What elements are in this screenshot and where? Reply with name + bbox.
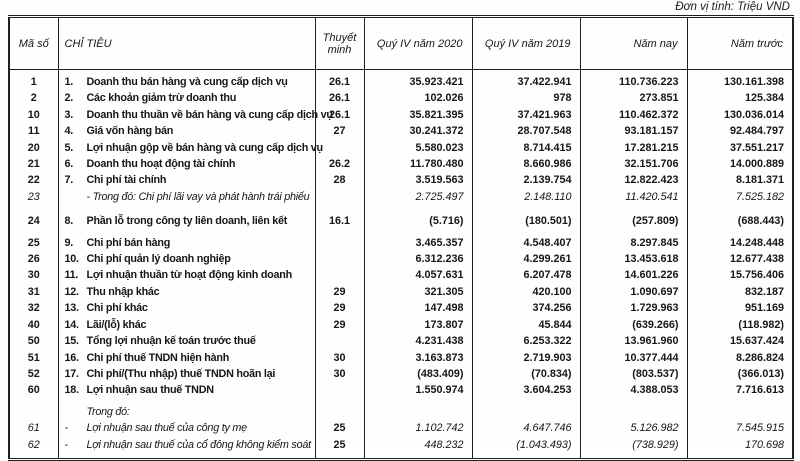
- value-q4-2020: 321.305: [364, 284, 472, 300]
- value-q4-2020: 173.807: [364, 317, 472, 333]
- value-q4-2019: 3.604.253: [472, 382, 580, 398]
- table-row: [9, 350, 793, 366]
- note-cell: 29: [315, 300, 364, 316]
- note-cell: 29: [315, 284, 364, 300]
- code-cell: 10: [9, 107, 58, 123]
- item-cell: [58, 366, 315, 382]
- note-cell: [315, 399, 364, 420]
- income-statement-table: [8, 15, 794, 461]
- table-row: [9, 107, 793, 123]
- value-q4-2020: 448.232: [364, 437, 472, 460]
- value-year-previous: 170.698: [687, 437, 793, 460]
- value-year-current: 12.822.423: [580, 172, 687, 188]
- item-cell: [58, 172, 315, 188]
- table-row: [9, 189, 793, 205]
- value-year-previous: 14.248.448: [687, 230, 793, 251]
- code-cell: 1: [9, 70, 58, 91]
- table-row: [9, 230, 793, 251]
- code-cell: 23: [9, 189, 58, 205]
- value-q4-2020: (5.716): [364, 205, 472, 229]
- code-cell: 32: [9, 300, 58, 316]
- item-number: 17.: [64, 367, 79, 380]
- value-year-previous: 7.545.915: [687, 420, 793, 436]
- value-q4-2020: 35.923.421: [364, 70, 472, 91]
- value-year-current: 110.736.223: [580, 70, 687, 91]
- value-year-previous: 15.756.406: [687, 267, 793, 283]
- header-item: CHỈ TIÊU: [58, 17, 315, 70]
- item-cell: [58, 350, 315, 366]
- value-year-current: 273.851: [580, 90, 687, 106]
- code-cell: 40: [9, 317, 58, 333]
- note-cell: [315, 333, 364, 349]
- note-cell: 26.2: [315, 156, 364, 172]
- note-cell: [315, 230, 364, 251]
- value-year-current: (738.929): [580, 437, 687, 460]
- note-cell: 29: [315, 317, 364, 333]
- table-row: [9, 172, 793, 188]
- table-row: [9, 437, 793, 460]
- note-cell: 26.1: [315, 70, 364, 91]
- table-row: [9, 251, 793, 267]
- item-number: 10.: [64, 253, 79, 266]
- value-q4-2019: 6.253.322: [472, 333, 580, 349]
- item-number: 3.: [64, 108, 74, 121]
- item-label: Giá vốn hàng bán: [86, 125, 174, 138]
- value-year-current: 5.126.982: [580, 420, 687, 436]
- value-year-previous: 37.551.217: [687, 140, 793, 156]
- value-q4-2019: (180.501): [472, 205, 580, 229]
- item-label: Doanh thu hoạt động tài chính: [86, 158, 236, 171]
- item-label: Lợi nhuận sau thuế của cổ đông không kiểm soát: [86, 438, 311, 451]
- value-year-previous: (118.982): [687, 317, 793, 333]
- item-label: Doanh thu thuần về bán hàng và cung cấp dịch vụ: [86, 108, 333, 121]
- item-label: Lợi nhuận sau thuế TNDN: [86, 384, 214, 397]
- code-cell: 22: [9, 172, 58, 188]
- table-row: [9, 90, 793, 106]
- value-year-current: 10.377.444: [580, 350, 687, 366]
- value-year-current: [580, 399, 687, 420]
- code-cell: 21: [9, 156, 58, 172]
- note-cell: [315, 382, 364, 398]
- note-cell: [315, 189, 364, 205]
- item-label: Chi phí khác: [86, 302, 148, 315]
- item-cell: [58, 300, 315, 316]
- item-number: -: [64, 438, 68, 451]
- item-label: - Trong đó: Chi phí lãi vay và phát hành trái phiếu: [86, 190, 310, 203]
- value-q4-2020: 3.519.563: [364, 172, 472, 188]
- value-year-previous: 8.286.824: [687, 350, 793, 366]
- value-year-current: 11.420.541: [580, 189, 687, 205]
- header-note: Thuyết minh: [315, 17, 364, 70]
- table-row: [9, 205, 793, 229]
- item-cell: [58, 317, 315, 333]
- note-cell: 27: [315, 123, 364, 139]
- item-number: -: [64, 422, 68, 435]
- value-year-previous: 832.187: [687, 284, 793, 300]
- code-cell: 11: [9, 123, 58, 139]
- code-cell: 20: [9, 140, 58, 156]
- value-q4-2020: 1.550.974: [364, 382, 472, 398]
- note-cell: 25: [315, 420, 364, 436]
- code-cell: 50: [9, 333, 58, 349]
- item-number: 6.: [64, 158, 74, 171]
- item-label: Chi phí thuế TNDN hiện hành: [86, 351, 230, 364]
- note-cell: 16.1: [315, 205, 364, 229]
- value-q4-2019: 37.421.963: [472, 107, 580, 123]
- table-row: [9, 399, 793, 420]
- item-cell: [58, 123, 315, 139]
- code-cell: 60: [9, 382, 58, 398]
- value-q4-2020: 147.498: [364, 300, 472, 316]
- value-year-current: 110.462.372: [580, 107, 687, 123]
- table-row: [9, 140, 793, 156]
- table-body: [9, 70, 793, 460]
- code-cell: 61: [9, 420, 58, 436]
- item-number: 12.: [64, 285, 79, 298]
- value-year-previous: 14.000.889: [687, 156, 793, 172]
- item-number: 11.: [64, 269, 79, 282]
- value-q4-2020: 6.312.236: [364, 251, 472, 267]
- item-cell: [58, 267, 315, 283]
- item-number: 9.: [64, 236, 74, 249]
- header-year-current: Năm nay: [580, 17, 687, 70]
- value-year-previous: 130.161.398: [687, 70, 793, 91]
- header-year-previous: Năm trước: [687, 17, 793, 70]
- value-year-current: (639.266): [580, 317, 687, 333]
- table-row: [9, 366, 793, 382]
- value-q4-2019: [472, 399, 580, 420]
- value-q4-2020: [364, 399, 472, 420]
- table-row: [9, 333, 793, 349]
- value-q4-2019: 8.714.415: [472, 140, 580, 156]
- table-header: [9, 17, 793, 70]
- item-label: Chi phí quản lý doanh nghiệp: [86, 253, 231, 266]
- note-cell: [315, 251, 364, 267]
- item-cell: [58, 90, 315, 106]
- header-q4-2019: Quý IV năm 2019: [472, 17, 580, 70]
- code-cell: 62: [9, 437, 58, 460]
- value-year-current: (803.537): [580, 366, 687, 382]
- value-year-current: 8.297.845: [580, 230, 687, 251]
- value-year-previous: 8.181.371: [687, 172, 793, 188]
- note-cell: 30: [315, 366, 364, 382]
- value-year-previous: 7.525.182: [687, 189, 793, 205]
- table-row: [9, 156, 793, 172]
- item-label: Doanh thu bán hàng và cung cấp dịch vụ: [86, 76, 288, 88]
- table-row: [9, 123, 793, 139]
- item-number: 16.: [64, 351, 79, 364]
- item-cell: [58, 107, 333, 123]
- header-code: Mã số: [9, 17, 58, 70]
- value-year-current: 13.453.618: [580, 251, 687, 267]
- value-q4-2020: 102.026: [364, 90, 472, 106]
- item-label: Lãi/(lỗ) khác: [86, 318, 147, 331]
- item-cell: [58, 333, 315, 349]
- value-q4-2020: 35.821.395: [364, 107, 472, 123]
- item-cell: [58, 382, 315, 398]
- item-cell: [58, 189, 315, 205]
- table-row: [9, 382, 793, 398]
- value-year-previous: (688.443): [687, 205, 793, 229]
- value-q4-2019: 6.207.478: [472, 267, 580, 283]
- item-number: 14.: [64, 318, 79, 331]
- code-cell: 51: [9, 350, 58, 366]
- value-q4-2020: 5.580.023: [364, 140, 472, 156]
- item-label: Lợi nhuận gộp về bán hàng và cung cấp dịch vụ: [86, 141, 323, 154]
- value-q4-2019: 978: [472, 90, 580, 106]
- value-q4-2020: 4.057.631: [364, 267, 472, 283]
- value-year-current: 32.151.706: [580, 156, 687, 172]
- value-year-previous: 130.036.014: [687, 107, 793, 123]
- table-row: [9, 300, 793, 316]
- code-cell: 25: [9, 230, 58, 251]
- code-cell: 52: [9, 366, 58, 382]
- value-year-current: 17.281.215: [580, 140, 687, 156]
- item-number: 4.: [64, 125, 74, 138]
- value-q4-2020: 1.102.742: [364, 420, 472, 436]
- item-cell: [58, 284, 315, 300]
- item-number: 13.: [64, 302, 79, 315]
- value-year-previous: 12.677.438: [687, 251, 793, 267]
- item-label: Chi phí bán hàng: [86, 236, 171, 249]
- item-cell: [58, 251, 315, 267]
- value-year-current: 93.181.157: [580, 123, 687, 139]
- item-label: Trong đó:: [86, 405, 130, 418]
- item-number: 15.: [64, 335, 79, 348]
- note-cell: 26.1: [315, 107, 364, 123]
- item-label: Tổng lợi nhuận kế toán trước thuế: [86, 335, 256, 348]
- item-cell: [58, 230, 315, 251]
- table-row: [9, 317, 793, 333]
- item-cell: [58, 140, 323, 156]
- item-cell: [58, 437, 315, 460]
- value-q4-2019: 374.256: [472, 300, 580, 316]
- value-year-previous: [687, 399, 793, 420]
- value-q4-2019: 4.647.746: [472, 420, 580, 436]
- item-number: 7.: [64, 174, 74, 187]
- note-cell: [315, 267, 364, 283]
- value-q4-2020: 3.163.873: [364, 350, 472, 366]
- value-q4-2019: 2.148.110: [472, 189, 580, 205]
- item-cell: [58, 399, 315, 420]
- value-year-current: 14.601.226: [580, 267, 687, 283]
- unit-of-measure-label: Đơn vị tính: Triệu VND: [675, 1, 790, 13]
- code-cell: 30: [9, 267, 58, 283]
- code-cell: 2: [9, 90, 58, 106]
- value-year-current: 1.729.963: [580, 300, 687, 316]
- item-label: Phần lỗ trong công ty liên doanh, liên kết: [86, 215, 288, 228]
- item-label: Chi phí/(Thu nhập) thuế TNDN hoãn lại: [86, 367, 276, 380]
- item-label: Thu nhập khác: [86, 285, 160, 298]
- value-year-current: 4.388.053: [580, 382, 687, 398]
- table-row: [9, 284, 793, 300]
- code-cell: 26: [9, 251, 58, 267]
- value-q4-2020: 11.780.480: [364, 156, 472, 172]
- item-number: 5.: [64, 141, 74, 154]
- item-number: 18.: [64, 384, 79, 397]
- value-q4-2020: 2.725.497: [364, 189, 472, 205]
- note-cell: 28: [315, 172, 364, 188]
- item-cell: [58, 70, 315, 91]
- header-q4-2020: Quý IV năm 2020: [364, 17, 472, 70]
- value-q4-2019: 8.660.986: [472, 156, 580, 172]
- note-cell: 26.1: [315, 90, 364, 106]
- item-label: Lợi nhuận sau thuế của công ty mẹ: [86, 422, 247, 435]
- value-year-current: 13.961.960: [580, 333, 687, 349]
- value-year-current: (257.809): [580, 205, 687, 229]
- item-cell: [58, 205, 315, 229]
- value-q4-2019: 4.548.407: [472, 230, 580, 251]
- item-cell: [58, 420, 315, 436]
- table-row: [9, 267, 793, 283]
- value-q4-2019: 2.139.754: [472, 172, 580, 188]
- value-q4-2020: (483.409): [364, 366, 472, 382]
- value-q4-2020: 30.241.372: [364, 123, 472, 139]
- value-q4-2019: 45.844: [472, 317, 580, 333]
- value-q4-2019: 37.422.941: [472, 70, 580, 91]
- value-year-previous: 125.384: [687, 90, 793, 106]
- note-cell: 30: [315, 350, 364, 366]
- value-q4-2019: (70.834): [472, 366, 580, 382]
- value-q4-2019: 420.100: [472, 284, 580, 300]
- value-q4-2019: (1.043.493): [472, 437, 580, 460]
- value-year-previous: (366.013): [687, 366, 793, 382]
- value-year-current: 1.090.697: [580, 284, 687, 300]
- value-year-previous: 15.637.424: [687, 333, 793, 349]
- item-label: Các khoản giảm trừ doanh thu: [86, 92, 237, 105]
- value-year-previous: 7.716.613: [687, 382, 793, 398]
- code-cell: [9, 399, 58, 420]
- note-cell: 25: [315, 437, 364, 460]
- item-cell: [58, 156, 315, 172]
- value-q4-2019: 4.299.261: [472, 251, 580, 267]
- value-year-previous: 92.484.797: [687, 123, 793, 139]
- code-cell: 24: [9, 205, 58, 229]
- item-number: 8.: [64, 215, 74, 228]
- table-row: [9, 70, 793, 91]
- value-q4-2020: 4.231.438: [364, 333, 472, 349]
- item-number: 1.: [64, 76, 74, 88]
- code-cell: 31: [9, 284, 58, 300]
- item-number: 2.: [64, 92, 74, 105]
- value-q4-2019: 2.719.903: [472, 350, 580, 366]
- table-row: [9, 420, 793, 436]
- value-year-previous: 951.169: [687, 300, 793, 316]
- value-q4-2020: 3.465.357: [364, 230, 472, 251]
- header-row: [9, 17, 793, 70]
- item-label: Lợi nhuận thuần từ hoạt động kinh doanh: [86, 269, 292, 282]
- value-q4-2019: 28.707.548: [472, 123, 580, 139]
- item-label: Chi phí tài chính: [86, 174, 167, 187]
